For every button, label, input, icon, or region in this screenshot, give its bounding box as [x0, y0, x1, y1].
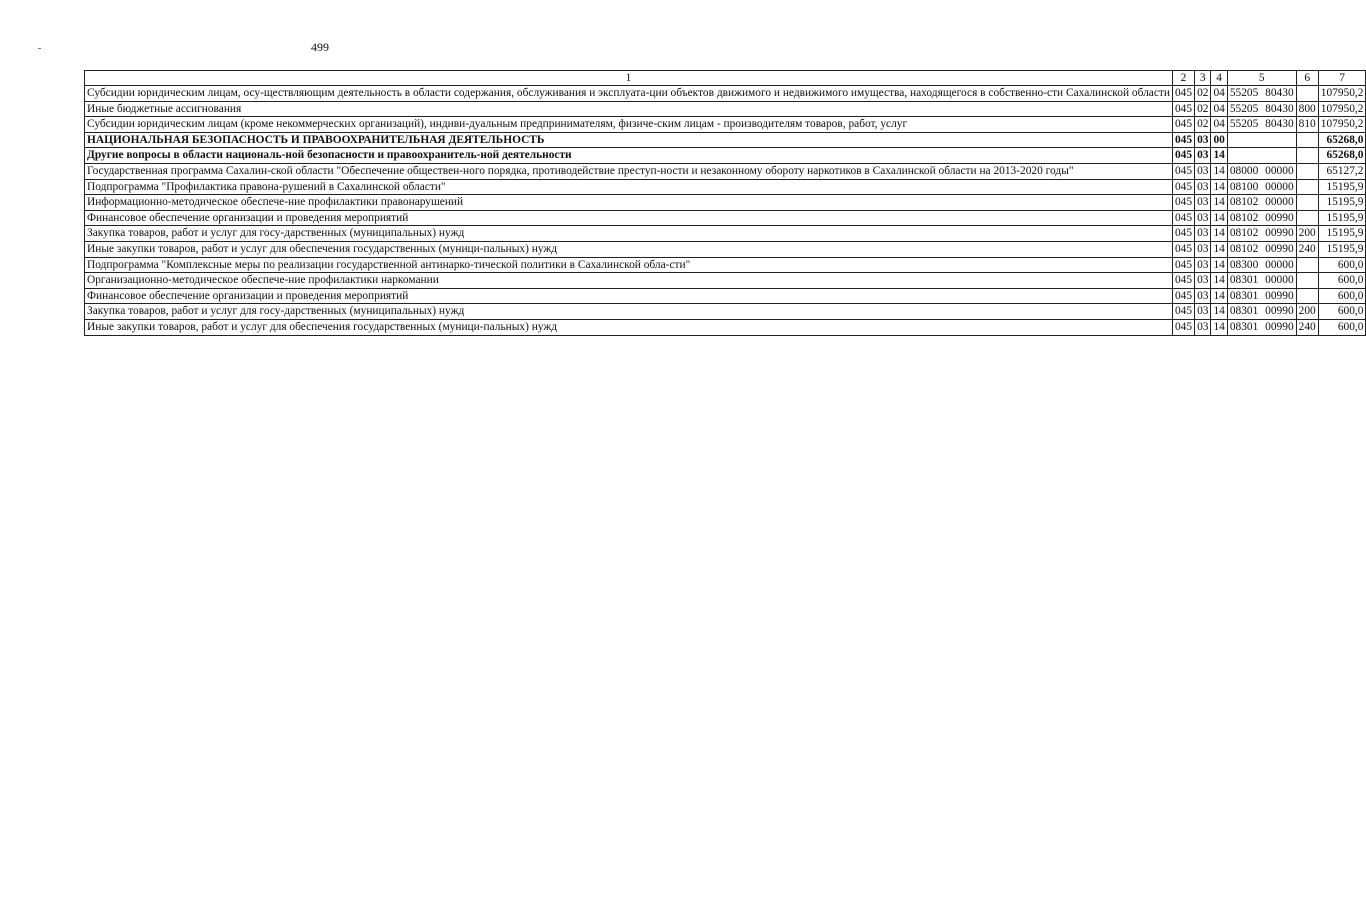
subsection-cell: 14	[1211, 226, 1227, 242]
expense-type-cell: 810	[1296, 117, 1318, 133]
table-row	[85, 179, 1366, 195]
table-row	[85, 304, 1366, 320]
target-article-cell: 08102 00990	[1227, 226, 1296, 242]
row-name-cell: Другие вопросы в области националь-ной безопасности и правоохранитель-ной деятельности	[85, 148, 1173, 164]
table-row	[85, 241, 1366, 257]
amount-cell: 600,0	[1318, 257, 1366, 273]
subsection-cell: 04	[1211, 117, 1227, 133]
subsection-cell: 00	[1211, 132, 1227, 148]
header-row	[85, 71, 1366, 86]
subsection-cell: 14	[1211, 163, 1227, 179]
target-article-cell: 08102 00990	[1227, 241, 1296, 257]
section-cell: 03	[1195, 195, 1211, 211]
subsection-cell: 04	[1211, 101, 1227, 117]
expense-type-cell: 200	[1296, 304, 1318, 320]
table-row	[85, 226, 1366, 242]
admin-code-cell: 045	[1172, 241, 1194, 257]
expense-type-cell	[1296, 148, 1318, 164]
table-row	[85, 210, 1366, 226]
section-cell: 02	[1195, 86, 1211, 102]
target-article-cell: 08300 00000	[1227, 257, 1296, 273]
amount-cell: 107950,2	[1318, 86, 1366, 102]
section-cell: 03	[1195, 288, 1211, 304]
row-name-cell: Субсидии юридическим лицам, осу-ществляющим деятельность в области содержания, обслуживания и эксплуата-ции объектов движимого и недвижимого имущества, находящегося в собственно-сти Сахалинской области	[85, 86, 1173, 102]
expense-type-cell	[1296, 195, 1318, 211]
target-article-cell: 08102 00000	[1227, 195, 1296, 211]
amount-cell: 600,0	[1318, 304, 1366, 320]
subsection-cell: 14	[1211, 273, 1227, 289]
expense-type-cell: 800	[1296, 101, 1318, 117]
target-article-cell: 08100 00000	[1227, 179, 1296, 195]
table-body	[85, 86, 1366, 336]
subsection-cell: 14	[1211, 257, 1227, 273]
target-article-cell: 55205 80430	[1227, 117, 1296, 133]
row-name-cell: Организационно-методическое обеспече-ние профилактики наркомании	[85, 273, 1173, 289]
amount-cell: 65268,0	[1318, 148, 1366, 164]
row-name-cell: Иные закупки товаров, работ и услуг для обеспечения государственных (муници-пальных) нужд	[85, 319, 1173, 335]
table-row	[85, 273, 1366, 289]
section-cell: 03	[1195, 257, 1211, 273]
column-header: 4	[1211, 71, 1227, 86]
row-name-cell: Закупка товаров, работ и услуг для госу-дарственных (муниципальных) нужд	[85, 304, 1173, 320]
row-name-cell: Подпрограмма "Профилактика правона-рушений в Сахалинской области"	[85, 179, 1173, 195]
table-row	[85, 319, 1366, 335]
subsection-cell: 14	[1211, 148, 1227, 164]
target-article-cell: 08301 00990	[1227, 288, 1296, 304]
table-row	[85, 86, 1366, 102]
section-cell: 03	[1195, 226, 1211, 242]
admin-code-cell: 045	[1172, 86, 1194, 102]
column-header: 1	[85, 71, 1173, 86]
amount-cell: 15195,9	[1318, 195, 1366, 211]
admin-code-cell: 045	[1172, 257, 1194, 273]
expense-type-cell	[1296, 179, 1318, 195]
subsection-cell: 14	[1211, 319, 1227, 335]
column-header: 5	[1227, 71, 1296, 86]
row-name-cell: Информационно-методическое обеспече-ние профилактики правонарушений	[85, 195, 1173, 211]
section-cell: 02	[1195, 117, 1211, 133]
expense-type-cell	[1296, 163, 1318, 179]
admin-code-cell: 045	[1172, 319, 1194, 335]
row-name-cell: Государственная программа Сахалин-ской области "Обеспечение обществен-ного порядка, противодействие преступ-ности и незаконному обороту наркотиков в Сахалинской области на 2013-2020 годы"	[85, 163, 1173, 179]
admin-code-cell: 045	[1172, 288, 1194, 304]
expense-type-cell	[1296, 288, 1318, 304]
row-name-cell: НАЦИОНАЛЬНАЯ БЕЗОПАСНОСТЬ И ПРАВООХРАНИТЕЛЬНАЯ ДЕЯТЕЛЬНОСТЬ	[85, 132, 1173, 148]
amount-cell: 107950,2	[1318, 101, 1366, 117]
amount-cell: 15195,9	[1318, 226, 1366, 242]
row-name-cell: Иные бюджетные ассигнования	[85, 101, 1173, 117]
admin-code-cell: 045	[1172, 163, 1194, 179]
target-article-cell: 08301 00990	[1227, 319, 1296, 335]
table-row	[85, 257, 1366, 273]
admin-code-cell: 045	[1172, 179, 1194, 195]
row-name-cell: Финансовое обеспечение организации и проведения мероприятий	[85, 288, 1173, 304]
target-article-cell	[1227, 132, 1296, 148]
table-row	[85, 163, 1366, 179]
admin-code-cell: 045	[1172, 226, 1194, 242]
expense-type-cell: 240	[1296, 319, 1318, 335]
row-name-cell: Субсидии юридическим лицам (кроме некоммерческих организаций), индиви-дуальным предпринимателям, физиче-ским лицам - производителям товаров, работ, услуг	[85, 117, 1173, 133]
target-article-cell: 08102 00990	[1227, 210, 1296, 226]
admin-code-cell: 045	[1172, 101, 1194, 117]
amount-cell: 15195,9	[1318, 179, 1366, 195]
section-cell: 03	[1195, 273, 1211, 289]
admin-code-cell: 045	[1172, 117, 1194, 133]
section-cell: 03	[1195, 210, 1211, 226]
expense-type-cell	[1296, 210, 1318, 226]
admin-code-cell: 045	[1172, 210, 1194, 226]
amount-cell: 15195,9	[1318, 210, 1366, 226]
section-cell: 03	[1195, 163, 1211, 179]
subsection-cell: 04	[1211, 86, 1227, 102]
target-article-cell: 08000 00000	[1227, 163, 1296, 179]
expense-type-cell	[1296, 86, 1318, 102]
amount-cell: 65127,2	[1318, 163, 1366, 179]
table-row	[85, 148, 1366, 164]
amount-cell: 600,0	[1318, 288, 1366, 304]
subsection-cell: 14	[1211, 288, 1227, 304]
column-header: 2	[1172, 71, 1194, 86]
column-header: 3	[1195, 71, 1211, 86]
amount-cell: 600,0	[1318, 319, 1366, 335]
column-header: 7	[1318, 71, 1366, 86]
section-cell: 02	[1195, 101, 1211, 117]
section-cell: 03	[1195, 304, 1211, 320]
budget-table	[84, 70, 1366, 336]
target-article-cell: 55205 80430	[1227, 101, 1296, 117]
section-cell: 03	[1195, 179, 1211, 195]
admin-code-cell: 045	[1172, 273, 1194, 289]
target-article-cell	[1227, 148, 1296, 164]
amount-cell: 107950,2	[1318, 117, 1366, 133]
table-row	[85, 101, 1366, 117]
subsection-cell: 14	[1211, 241, 1227, 257]
admin-code-cell: 045	[1172, 132, 1194, 148]
scan-speck	[38, 48, 41, 49]
expense-type-cell	[1296, 132, 1318, 148]
admin-code-cell: 045	[1172, 148, 1194, 164]
amount-cell: 600,0	[1318, 273, 1366, 289]
table-row	[85, 117, 1366, 133]
section-cell: 03	[1195, 148, 1211, 164]
expense-type-cell: 240	[1296, 241, 1318, 257]
target-article-cell: 55205 80430	[1227, 86, 1296, 102]
page-number: 499	[311, 40, 329, 54]
target-article-cell: 08301 00000	[1227, 273, 1296, 289]
admin-code-cell: 045	[1172, 195, 1194, 211]
table-row	[85, 195, 1366, 211]
subsection-cell: 14	[1211, 179, 1227, 195]
row-name-cell: Подпрограмма "Комплексные меры по реализации государственной антинарко-тической политики в Сахалинской обла-сти"	[85, 257, 1173, 273]
column-header: 6	[1296, 71, 1318, 86]
table-row	[85, 132, 1366, 148]
row-name-cell: Финансовое обеспечение организации и проведения мероприятий	[85, 210, 1173, 226]
amount-cell: 15195,9	[1318, 241, 1366, 257]
row-name-cell: Закупка товаров, работ и услуг для госу-дарственных (муниципальных) нужд	[85, 226, 1173, 242]
subsection-cell: 14	[1211, 304, 1227, 320]
expense-type-cell	[1296, 257, 1318, 273]
section-cell: 03	[1195, 319, 1211, 335]
subsection-cell: 14	[1211, 195, 1227, 211]
table-row	[85, 288, 1366, 304]
target-article-cell: 08301 00990	[1227, 304, 1296, 320]
expense-type-cell: 200	[1296, 226, 1318, 242]
section-cell: 03	[1195, 132, 1211, 148]
amount-cell: 65268,0	[1318, 132, 1366, 148]
section-cell: 03	[1195, 241, 1211, 257]
expense-type-cell	[1296, 273, 1318, 289]
admin-code-cell: 045	[1172, 304, 1194, 320]
subsection-cell: 14	[1211, 210, 1227, 226]
row-name-cell: Иные закупки товаров, работ и услуг для обеспечения государственных (муници-пальных) нужд	[85, 241, 1173, 257]
